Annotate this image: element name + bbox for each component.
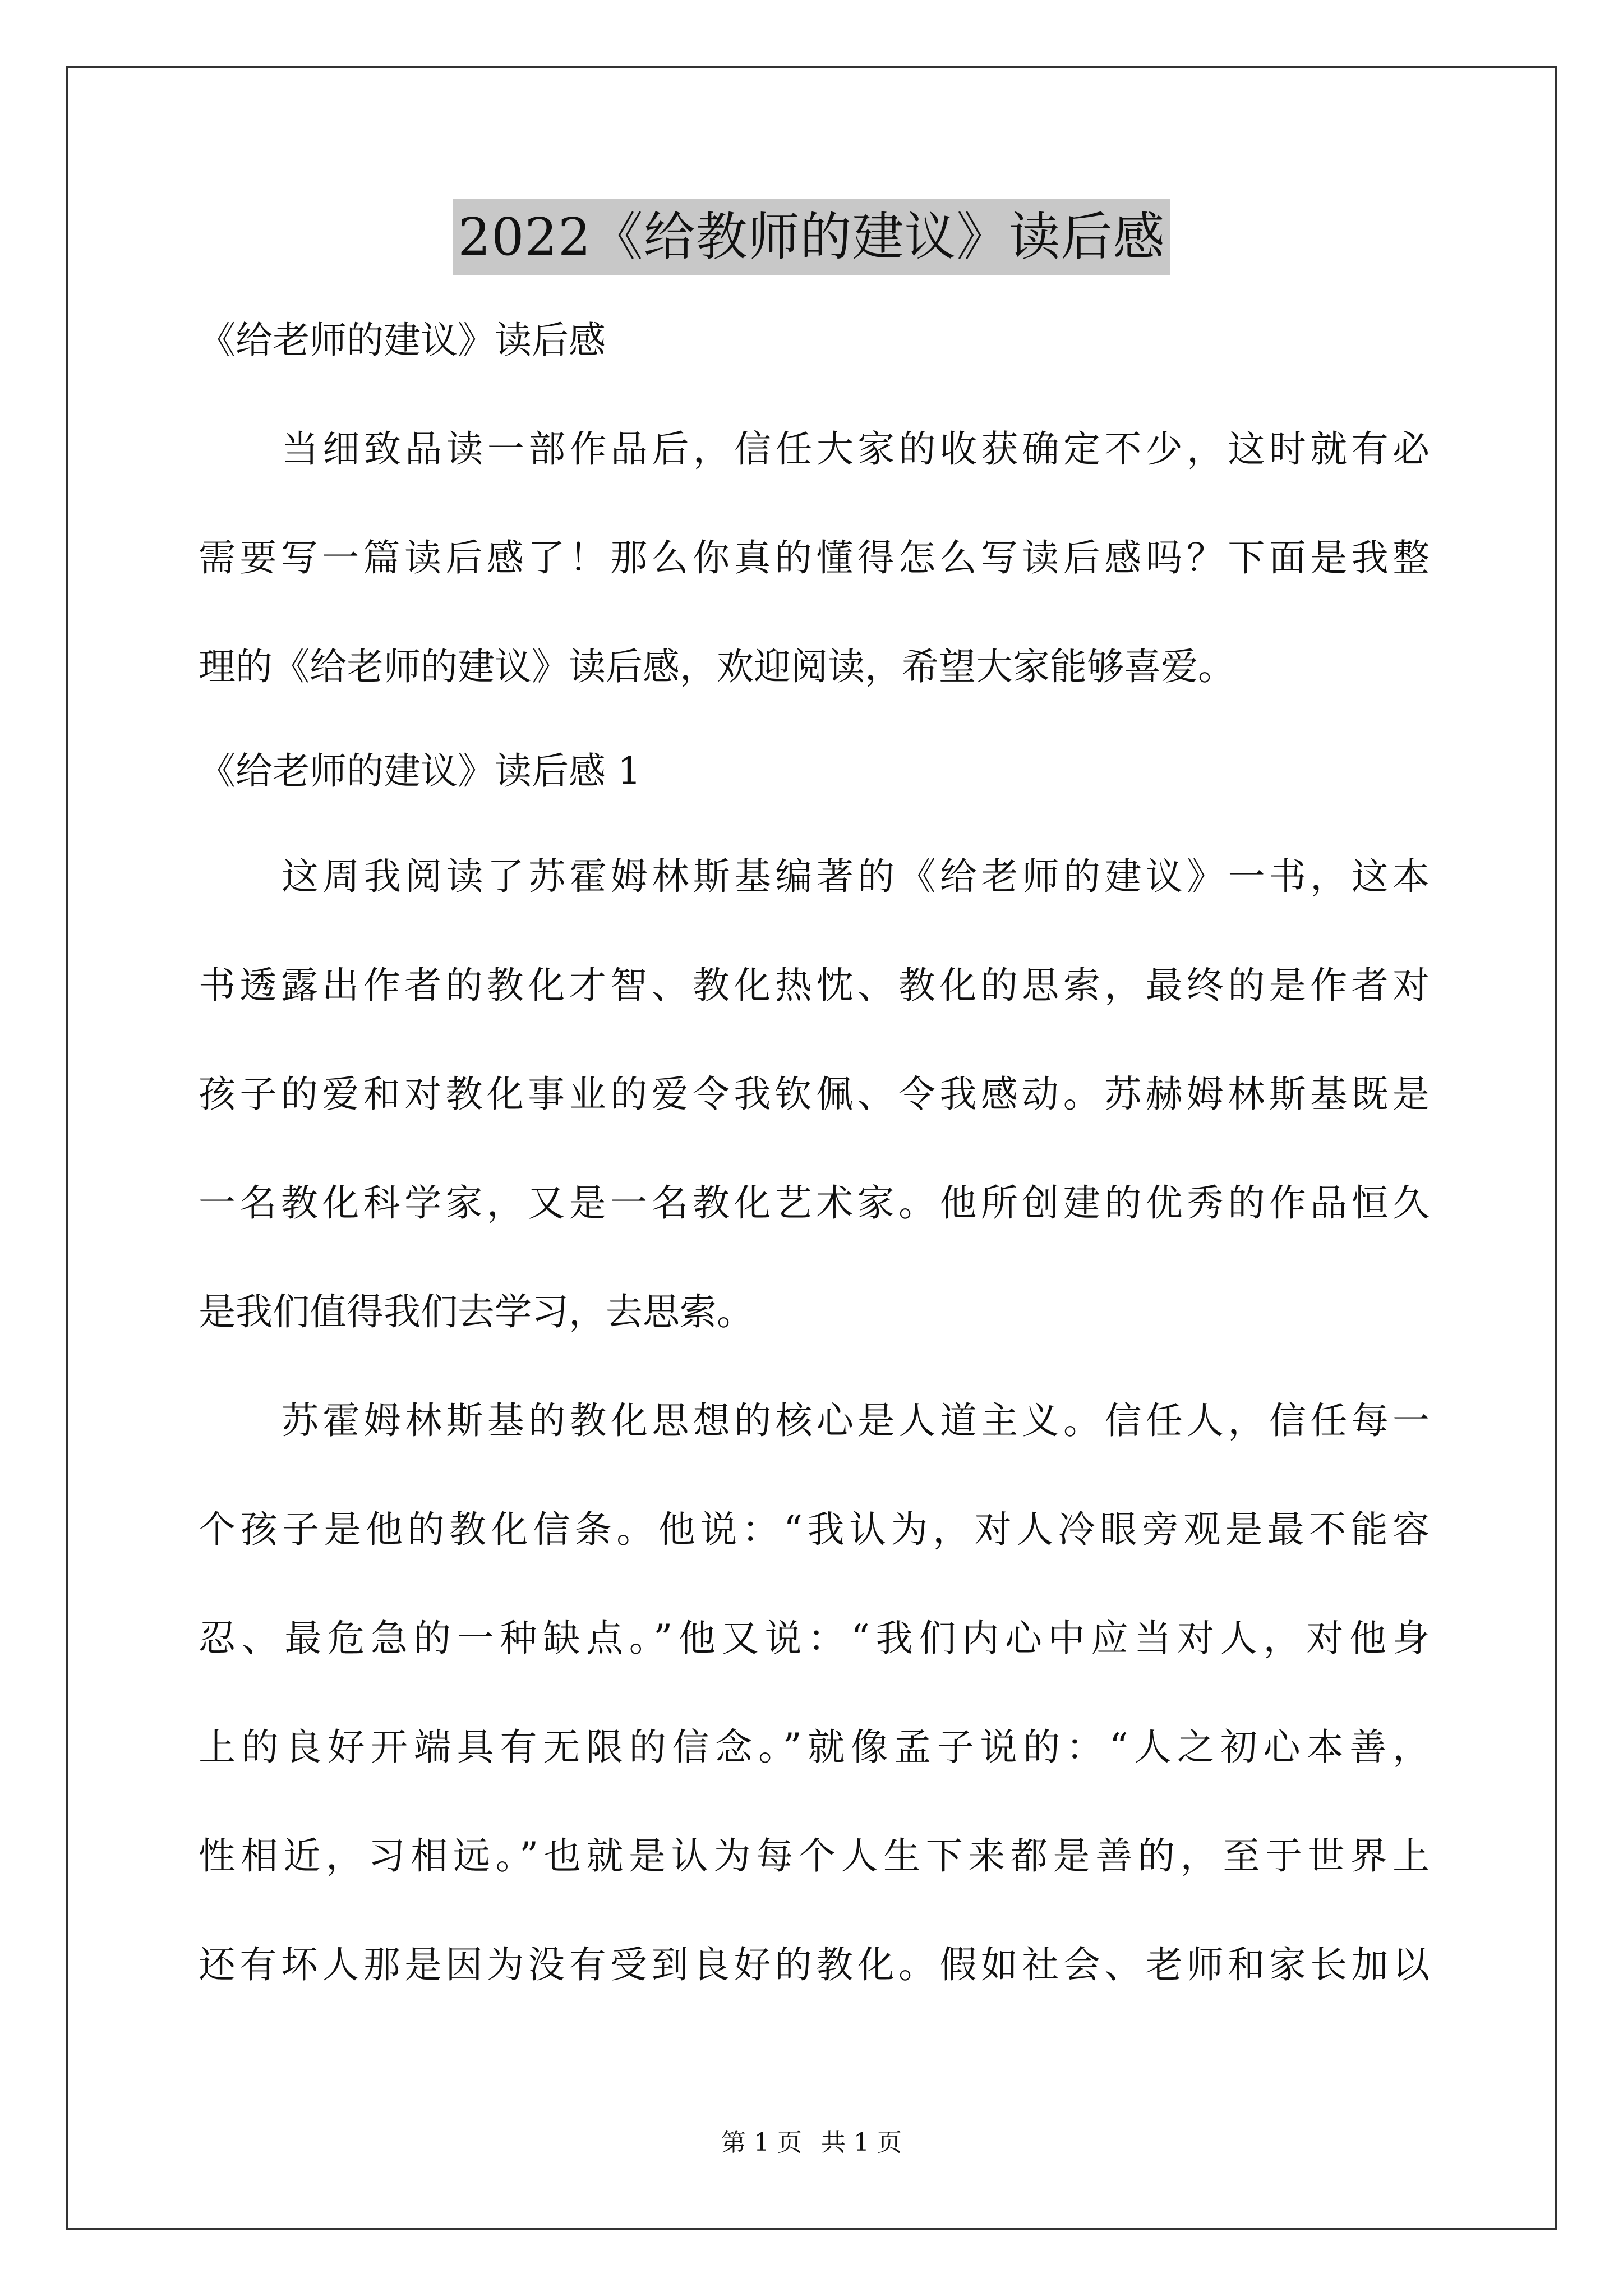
paragraph-line: 需要写一篇读后感了！那么你真的懂得怎么写读后感吗？下面是我整: [199, 536, 1430, 579]
paragraph-line: 还有坏人那是因为没有受到良好的教化。假如社会、老师和家长加以: [199, 1943, 1430, 1986]
paragraph-line: 苏霍姆林斯基的教化思想的核心是人道主义。信任人，信任每一: [282, 1399, 1430, 1442]
paragraph-line: 忍、最危急的一种缺点。”他又说：“我们内心中应当对人，对他身: [199, 1617, 1430, 1660]
paragraph-line: 孩子的爱和对教化事业的爱令我钦佩、令我感动。苏赫姆林斯基既是: [199, 1073, 1430, 1116]
section-heading: 《给老师的建议》读后感 1: [199, 749, 641, 793]
paragraph-line: 是我们值得我们去学习，去思索。: [199, 1290, 754, 1333]
page-footer: [0, 2126, 1623, 2160]
paragraph-line: 上的良好开端具有无限的信念。”就像孟子说的：“人之初心本善，: [199, 1726, 1430, 1769]
paragraph-line: 性相近，习相远。”也就是认为每个人生下来都是善的，至于世界上: [199, 1834, 1430, 1878]
document-title: 2022《给教师的建议》读后感: [453, 199, 1169, 275]
paragraph-line: 这周我阅读了苏霍姆林斯基编著的《给老师的建议》一书，这本: [282, 855, 1430, 898]
paragraph-line: 个孩子是他的教化信条。他说：“我认为，对人冷眼旁观是最不能容: [199, 1508, 1430, 1551]
paragraph-line: 一名教化科学家，又是一名教化艺术家。他所创建的优秀的作品恒久: [199, 1181, 1430, 1225]
page-total: 共 1 页: [821, 2128, 902, 2157]
paragraph-line: 书透露出作者的教化才智、教化热忱、教化的思索，最终的是作者对: [199, 964, 1430, 1007]
paragraph-line: 当细致品读一部作品后，信任大家的收获确定不少，这时就有必: [282, 427, 1430, 471]
paragraph-line: 理的《给老师的建议》读后感，欢迎阅读，希望大家能够喜爱。: [199, 645, 1235, 688]
page-border: [66, 66, 1557, 2230]
page-number: 第 1 页: [721, 2128, 802, 2157]
section-heading: 《给老师的建议》读后感: [199, 319, 606, 362]
title-container: [0, 199, 1623, 275]
